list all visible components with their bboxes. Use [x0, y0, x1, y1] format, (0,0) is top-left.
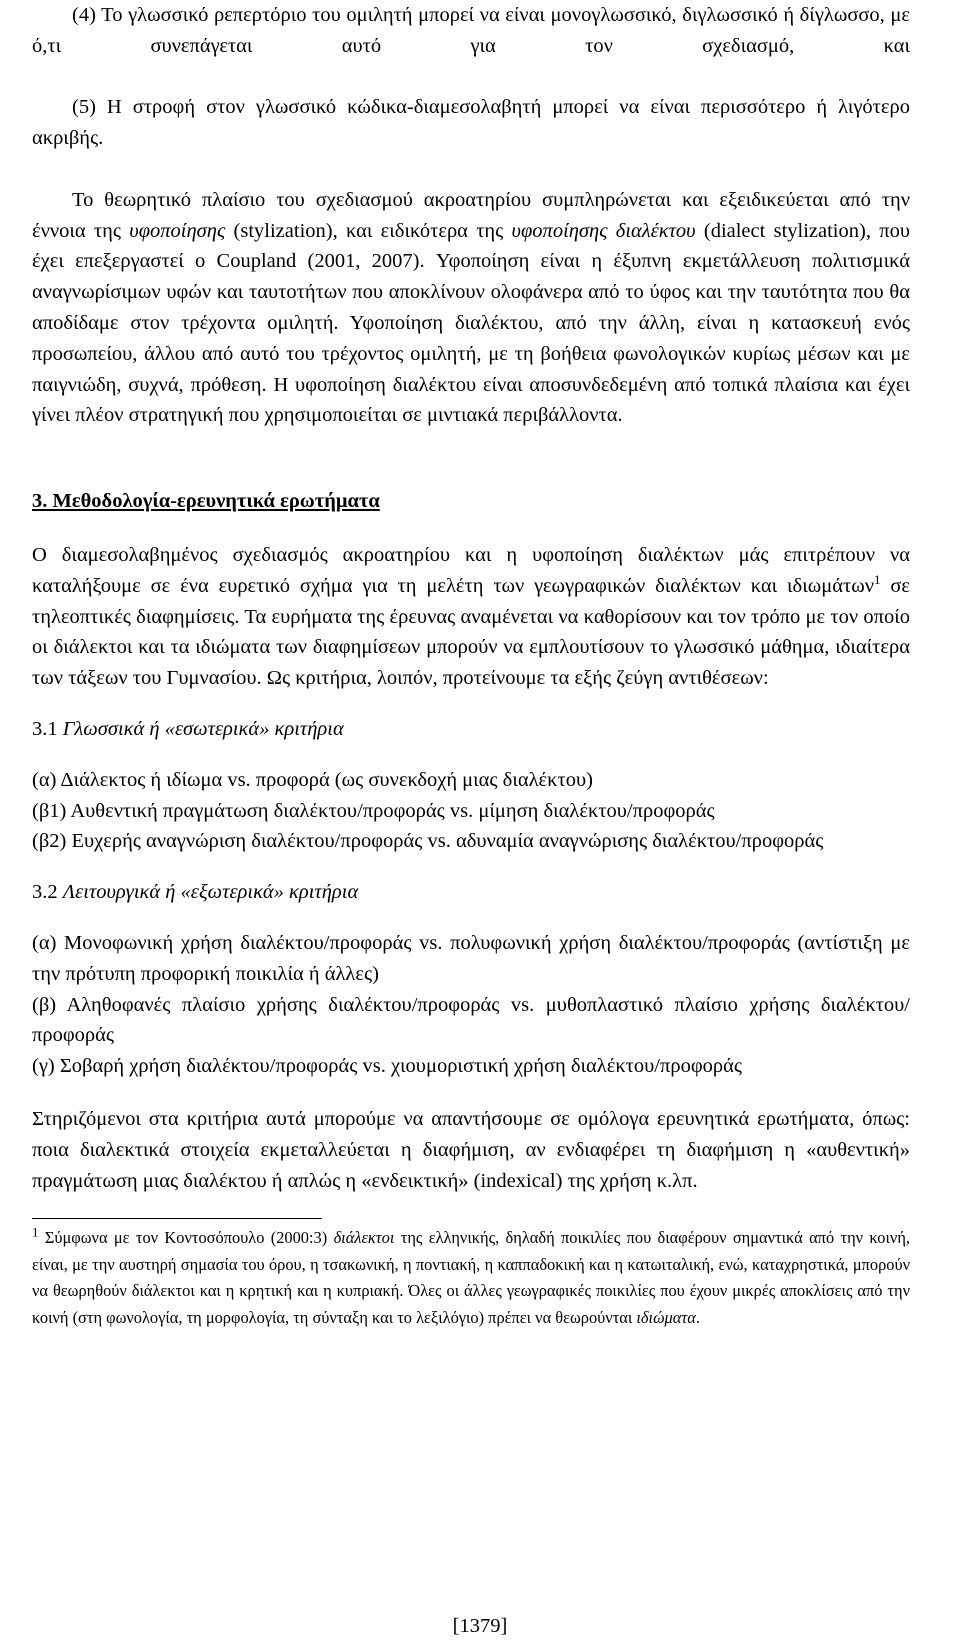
- section-3-1-title: Γλωσσικά ή «εσωτερικά» κριτήρια: [62, 717, 344, 740]
- conclusion-paragraph: Στηριζόμενοι στα κριτήρια αυτά μπορούμε να απαντήσουμε σε ομόλογα ερευνητικά ερωτήματα, όπως: ποια διαλεκτικά στοιχεία εκμεταλλεύεται η διαφήμιση, αν ενδιαφέρει τη διαφήμιση η «αυθεντική» πραγμάτωση μιας διαλέκτου ή απλώς η «ενδεικτική» (indexical) της χρήση κ.λπ.: [32, 1107, 910, 1192]
- section-3-text-b: σε τηλεοπτικές διαφημίσεις. Τα ευρήματα της έρευνας αναμένεται να καθορίσουν και τον τρόπο με τον οποίο οι διάλεκτοι και τα ιδιώματα των διαφημίσεων μπορούν να εμπλουτίσουν το γλωσσικό μάθημα, ιδιαίτερα των τάξεων του Γυμνασίου. Ως κριτήρια, λοιπόν, προτείνουμε τα εξής ζεύγη αντιθέσεων:: [32, 574, 910, 690]
- item-5: [32, 92, 910, 184]
- stylization-text-1: Το θεωρητικό πλαίσιο του σχεδιασμού ακροατηρίου συμπληρώνεται και εξειδικεύεται από την έννοια της: [32, 188, 910, 242]
- section-3-heading: 3. Μεθοδολογία-ερευνητικά ερωτήματα: [32, 490, 380, 513]
- footnote-term-dialects: διάλεκτοι: [333, 1228, 395, 1248]
- document-page: [32, 0, 910, 1331]
- criterion-3-2-b: (β) Αληθοφανές πλαίσιο χρήσης διαλέκτου/προφοράς vs. μυθοπλαστικό πλαίσιο χρήσης διαλέκτου/προφοράς: [32, 993, 910, 1047]
- section-3-text-a: Ο διαμεσολαβημένος σχεδιασμός ακροατηρίου και η υφοποίηση διαλέκτων μάς επιτρέπουν να καταλήξουμε σε ένα ευρετικό σχήμα για τη μελέτη των γεωγραφικών διαλέκτων και ιδιωμάτων: [32, 543, 910, 597]
- section-3-paragraph: [32, 540, 910, 694]
- footnote-term-idioms: ιδιώματα: [636, 1307, 696, 1327]
- footnote-marker: 1: [32, 1224, 39, 1240]
- footnote: [32, 1225, 910, 1331]
- page-number: [1379]: [452, 1615, 508, 1637]
- section-3-1-number: 3.1: [32, 717, 63, 740]
- stylization-paragraph: [32, 185, 910, 431]
- dialect-stylization-term: υφοποίησης διαλέκτου: [511, 219, 696, 242]
- stylization-text-2: (stylization), και ειδικότερα της: [225, 219, 512, 242]
- criterion-3-2-c: (γ) Σοβαρή χρήση διαλέκτου/προφοράς vs. χιουμοριστική χρήση διαλέκτου/προφοράς: [32, 1055, 742, 1078]
- footnote-separator: [32, 1218, 322, 1219]
- section-3-2-title: Λειτουργικά ή «εξωτερικά» κριτήρια: [62, 881, 359, 904]
- stylization-term: υφοποίησης: [129, 219, 226, 242]
- footnote-text-1: Σύμφωνα με τον Κοντοσόπουλο (2000:3): [38, 1228, 334, 1248]
- footnote-ref[interactable]: 1: [873, 571, 881, 587]
- criterion-3-1-a: (α) Διάλεκτος ή ιδίωμα vs. προφορά (ως συνεκδοχή μιας διαλέκτου): [32, 768, 593, 791]
- item-5-text: (5) Η στροφή στον γλωσσικό κώδικα-διαμεσολαβητή μπορεί να είναι περισσότερο ή λιγότερο ακριβής.: [32, 96, 910, 150]
- criterion-3-1-b1: (β1) Αυθεντική πραγμάτωση διαλέκτου/προφοράς vs. μίμηση διαλέκτου/προφοράς: [32, 799, 715, 822]
- section-3-1-heading: [32, 714, 910, 745]
- criterion-3-2-a: (α) Μονοφωνική χρήση διαλέκτου/προφοράς vs. πολυφωνική χρήση διαλέκτου/προφοράς (αντίστιξη με την πρότυπη προφορική ποικιλία ή άλλες): [32, 931, 910, 985]
- footnote-text-3: .: [695, 1307, 700, 1327]
- section-3-2-number: 3.2: [32, 881, 63, 904]
- footnote-text-2: της ελληνικής, δηλαδή ποικιλίες που διαφέρουν σημαντικά από την κοινή, είναι, με την αυστηρή σημασία του όρου, η τσακωνική, η ποντιακή, η καππαδοκική και η κατωιταλική, ενώ, καταχρηστικά, μπορούν να θεωρηθούν διάλεκτοι και η κρητική και η κυπριακή. Όλες οι άλλες γεωγραφικές ποικιλίες που έχουν μικρές αποκλίσεις από την κοινή (στη φωνολογία, τη μορφολογία, τη σύνταξη και το λεξιλόγιο) πρέπει να θεωρούνται: [32, 1228, 910, 1327]
- section-3-2-heading: [32, 877, 910, 908]
- item-4: (4) Το γλωσσικό ρεπερτόριο του ομιλητή μπορεί να είναι μονογλωσσικό, διγλωσσικό ή δίγλωσσο, με ό,τι συνεπάγεται αυτό για τον σχεδιασμό, και: [32, 4, 910, 57]
- criterion-3-1-b2: (β2) Ευχερής αναγνώριση διαλέκτου/προφοράς vs. αδυναμία αναγνώρισης διαλέκτου/προφοράς: [32, 830, 824, 853]
- stylization-text-3: (dialect stylization), που έχει επεξεργαστεί ο Coupland (2001, 2007). Υφοποίηση είναι η έξυπνη εκμετάλλευση πολιτισμικά αναγνωρίσιμων υφών και ταυτοτήτων που αποκλίνουν ολοφάνερα από το ύφος και την ταυτότητα που θα αποδίδαμε στον τρέχοντα ομιλητή. Υφοποίηση διαλέκτου, από την άλλη, είναι η κατασκευή ενός προσωπείου, άλλου από αυτό του τρέχοντος ομιλητή, με τη βοήθεια φωνολογικών κυρίως μέσων και με παιγνιώδη, συχνά, πρόθεση. Η υφοποίηση διαλέκτου είναι αποσυνδεδεμένη από τοπικά πλαίσια και έχει γίνει πλέον στρατηγική που χρησιμοποιείται σε μιντιακά περιβάλλοντα.: [32, 219, 910, 427]
